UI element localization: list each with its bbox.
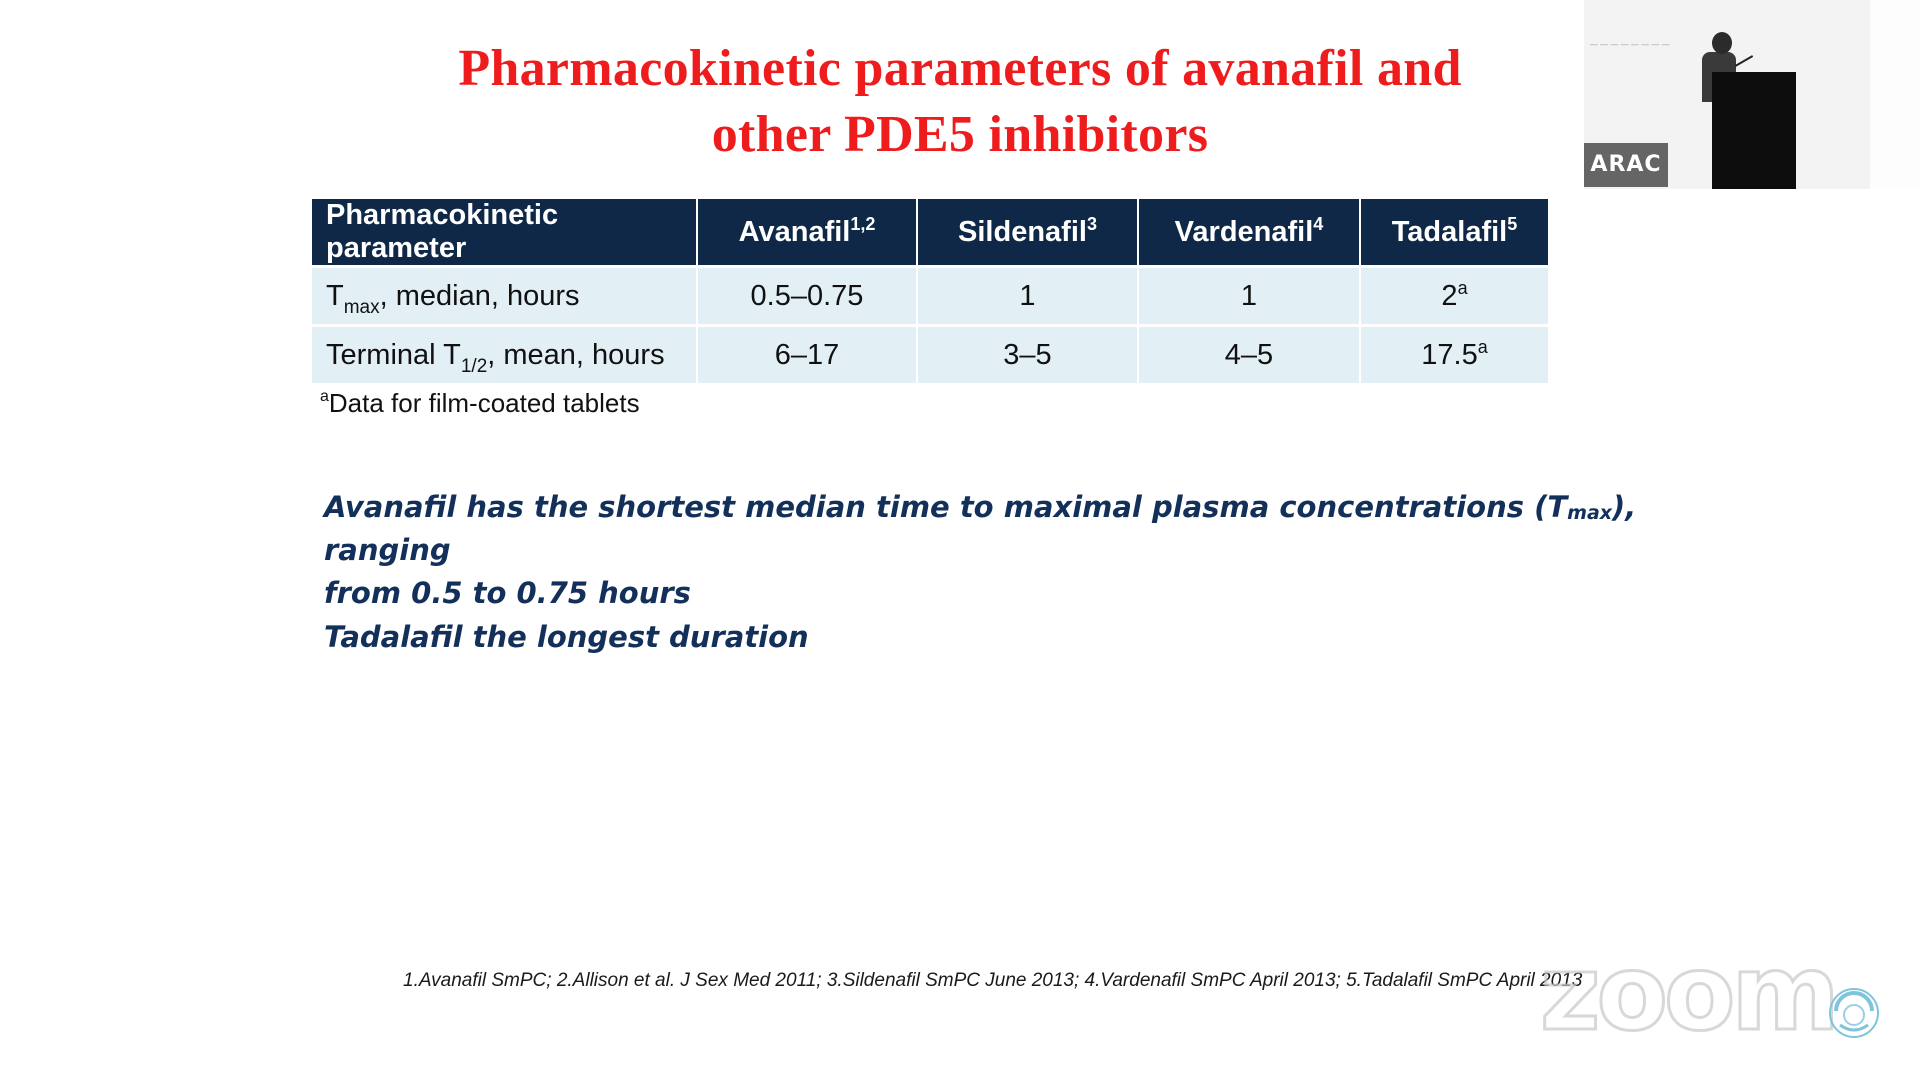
statement-duration: Tadalafil the longest duration: [324, 620, 809, 654]
cell-vardenafil-tmax: 1: [1139, 265, 1361, 324]
speaker-head: [1712, 32, 1732, 54]
header-tadalafil-ref: 5: [1507, 213, 1518, 234]
podium: [1712, 72, 1796, 189]
header-avanafil: Avanafil$^{1,2}$: [698, 199, 918, 265]
society-seal-icon: [1826, 985, 1882, 1041]
table-header-row: [312, 199, 1548, 265]
cell-avanafil-tmax: 0.5–0.75: [698, 265, 918, 324]
cell-avanafil-half-life: 6–17: [698, 324, 918, 383]
header-avanafil-ref: 1,2: [850, 213, 876, 234]
statement-tmax: Avanafil has the shortest median time to maximal plasma concentrations $(T_{max})$, ranging from 0.5 to 0.75 hours: [324, 490, 1637, 610]
footnote-marker: a: [320, 388, 329, 405]
cell-sildenafil-tmax: 1: [918, 265, 1139, 324]
row-label-half-life: Terminal $T_{1/2}$, mean, hours: [312, 324, 698, 383]
projected-screen: — — — — — — — —: [1584, 0, 1870, 189]
cell-sildenafil-half-life: 3–5: [918, 324, 1139, 383]
zoom-watermark-logo: zoom: [1540, 932, 1836, 1054]
cell-tadalafil-half-life: 17.5$^a$: [1361, 324, 1548, 383]
table-row: [312, 324, 1548, 383]
table-footnote: [320, 388, 640, 419]
header-tadalafil: Tadalafil$^5$: [1361, 199, 1548, 265]
cell-vardenafil-half-life: 4–5: [1139, 324, 1361, 383]
row-label-tmax: $T_{max}$, median, hours: [312, 265, 698, 324]
stage-wall: [1870, 0, 1920, 189]
pharmacokinetic-table: [312, 199, 1548, 383]
cell-tadalafil-tmax: 2$^a$: [1361, 265, 1548, 324]
slide-title-line-1: Pharmacokinetic parameters of avanafil and: [458, 40, 1462, 97]
header-parameter: Pharmacokinetic parameter: [312, 199, 698, 265]
header-vardenafil: Vardenafil$^4$: [1139, 199, 1361, 265]
slide-title: [400, 36, 1520, 168]
header-vardenafil-ref: 4: [1313, 213, 1324, 234]
header-sildenafil: Sildenafil$^3$: [918, 199, 1139, 265]
slide-title-line-2: other PDE5 inhibitors: [711, 106, 1209, 163]
table-row: [312, 265, 1548, 324]
footnote-text: Data for film-coated tablets: [328, 388, 640, 418]
references: 1.Avanafil SmPC; 2.Allison et al. J Sex Med 2011; 3.Sildenafil SmPC June 2013; 4.Vardenafil SmPC April 2013; 5.Tadalafil SmPC April 2013: [403, 970, 1583, 991]
header-sildenafil-ref: 3: [1086, 213, 1097, 234]
speaker-name-tag: ARAC: [1584, 143, 1668, 187]
speaker-video-thumbnail[interactable]: [1584, 0, 1920, 189]
